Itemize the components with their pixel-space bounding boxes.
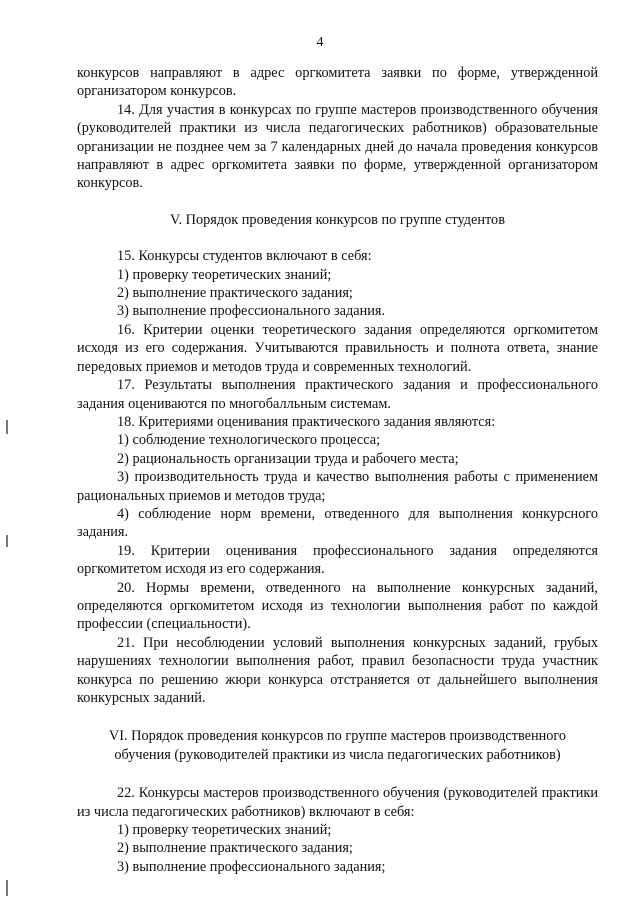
page-edge-mark	[6, 535, 8, 547]
page-number: 4	[316, 35, 324, 50]
page-edge-mark	[6, 420, 8, 434]
list-item: 1) соблюдение технологического процесса;	[117, 432, 381, 449]
list-item: 2) рациональность организации труда и рабочего места;	[117, 450, 459, 467]
paragraph-continuation: конкурсов направляют в адрес оргкомитета заявки по форме, утвержденной организатором конкурсов.	[77, 65, 598, 100]
list-item: 3) производительность труда и качество выполнения работы с применением рациональных приемов и методов труда;	[77, 469, 598, 504]
section-heading-vi-line2: обучения (руководителей практики из числа педагогических работников)	[114, 746, 561, 763]
paragraph-16: 16. Критерии оценки теоретического задания определяются оргкомитетом исходя из его содержания. Учитываются правильность и полнота ответа, знание передовых приемов и методов труда и современных технологий.	[77, 321, 598, 375]
paragraph-22: 22. Конкурсы мастеров производственного обучения (руководителей практики из числа педагогических работников) включают в себя:	[77, 785, 598, 820]
paragraph-14: 14. Для участия в конкурсах по группе мастеров производственного обучения (руководителей практики из числа педагогических работников) образовательные организации не позднее чем за 7 календарных дней до начала проведения конкурсов направляют в адрес оргкомитета заявки по форме, утвержденной организатором конкурсов.	[77, 101, 598, 192]
list-item: 1) проверку теоретических знаний;	[117, 822, 332, 839]
paragraph-19: 19. Критерии оценивания профессионального задания определяются оргкомитетом исходя из его содержания.	[77, 542, 598, 578]
document-body	[77, 64, 598, 876]
paragraph-21: 21. При несоблюдении условий выполнения конкурсных заданий, грубых нарушениях технологии выполнения работ, правил безопасности труда участник конкурса по решению жюри конкурса отстраняется от дальнейшего выполнения конкурсных заданий.	[77, 634, 598, 706]
list-item: 3) выполнение профессионального задания.	[117, 303, 386, 320]
paragraph-17: 17. Результаты выполнения практического задания и профессионального задания оцениваются по многобалльным системам.	[77, 377, 598, 412]
section-heading-v: V. Порядок проведения конкурсов по группе студентов	[170, 211, 505, 228]
paragraph-20: 20. Нормы времени, отведенного на выполнение конкурсных заданий, определяются оргкомитетом исходя из технологии выполнения работ по каждой профессии (специальности).	[77, 579, 598, 633]
page-edge-mark	[6, 880, 8, 896]
list-item: 1) проверку теоретических знаний;	[117, 266, 332, 283]
paragraph-15: 15. Конкурсы студентов включают в себя:	[117, 248, 372, 265]
list-item: 3) выполнение профессионального задания;	[117, 858, 386, 875]
list-item: 2) выполнение практического задания;	[117, 285, 353, 302]
section-heading-vi-line1: VI. Порядок проведения конкурсов по группе мастеров производственного	[108, 728, 567, 745]
list-item: 2) выполнение практического задания;	[117, 840, 353, 857]
list-item: 4) соблюдение норм времени, отведенного для выполнения конкурсного задания.	[77, 505, 598, 541]
paragraph-18: 18. Критериями оценивания практического задания являются:	[117, 413, 496, 430]
